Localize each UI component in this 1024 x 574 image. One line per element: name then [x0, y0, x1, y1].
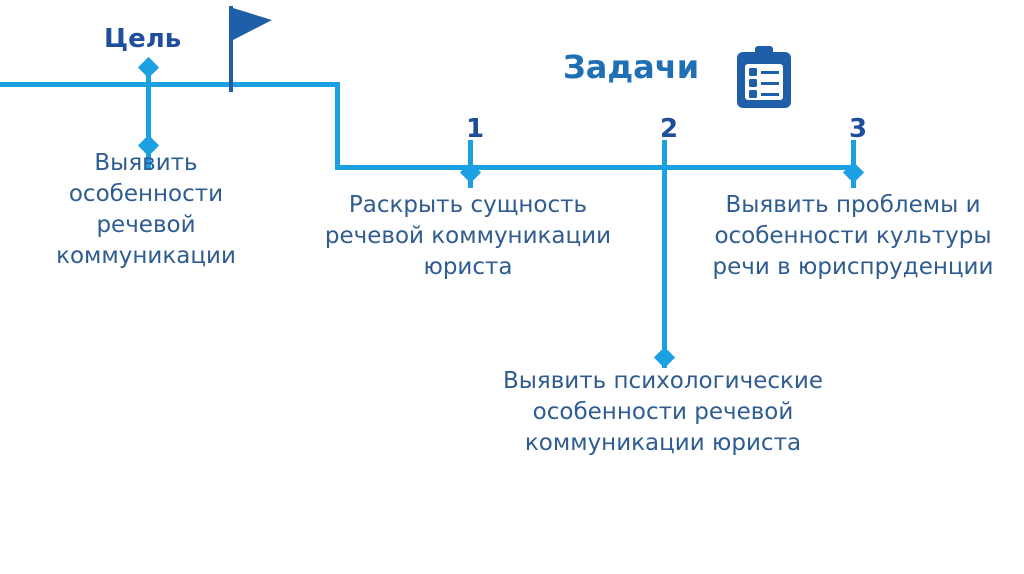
- task-1-caption: Раскрыть сущность речевой коммуникации юриста: [324, 192, 612, 281]
- goal-top-node-diamond: [138, 57, 159, 78]
- task-2-node-diamond: [654, 347, 675, 368]
- goal-title: Цель: [104, 24, 182, 54]
- goal-tasks-connector-vertical-line: [335, 82, 340, 170]
- task-2-vertical-line: [662, 140, 667, 368]
- tasks-branch-horizontal-line: [335, 165, 855, 170]
- goal-branch-horizontal-line: [0, 82, 340, 87]
- task-1-number: 1: [465, 114, 485, 144]
- flag-icon: [214, 6, 274, 92]
- goal-caption: Выявить особенности речевой коммуникации: [56, 150, 236, 270]
- task-2-caption: Выявить психологические особенности речевой коммуникации юриста: [502, 368, 824, 457]
- task-3-number: 3: [848, 114, 868, 144]
- task-3-caption: Выявить проблемы и особенности культуры речи в юриспруденции: [712, 192, 994, 281]
- task-2-number: 2: [659, 114, 679, 144]
- tasks-title: Задачи: [563, 48, 700, 86]
- clipboard-icon: [735, 46, 793, 110]
